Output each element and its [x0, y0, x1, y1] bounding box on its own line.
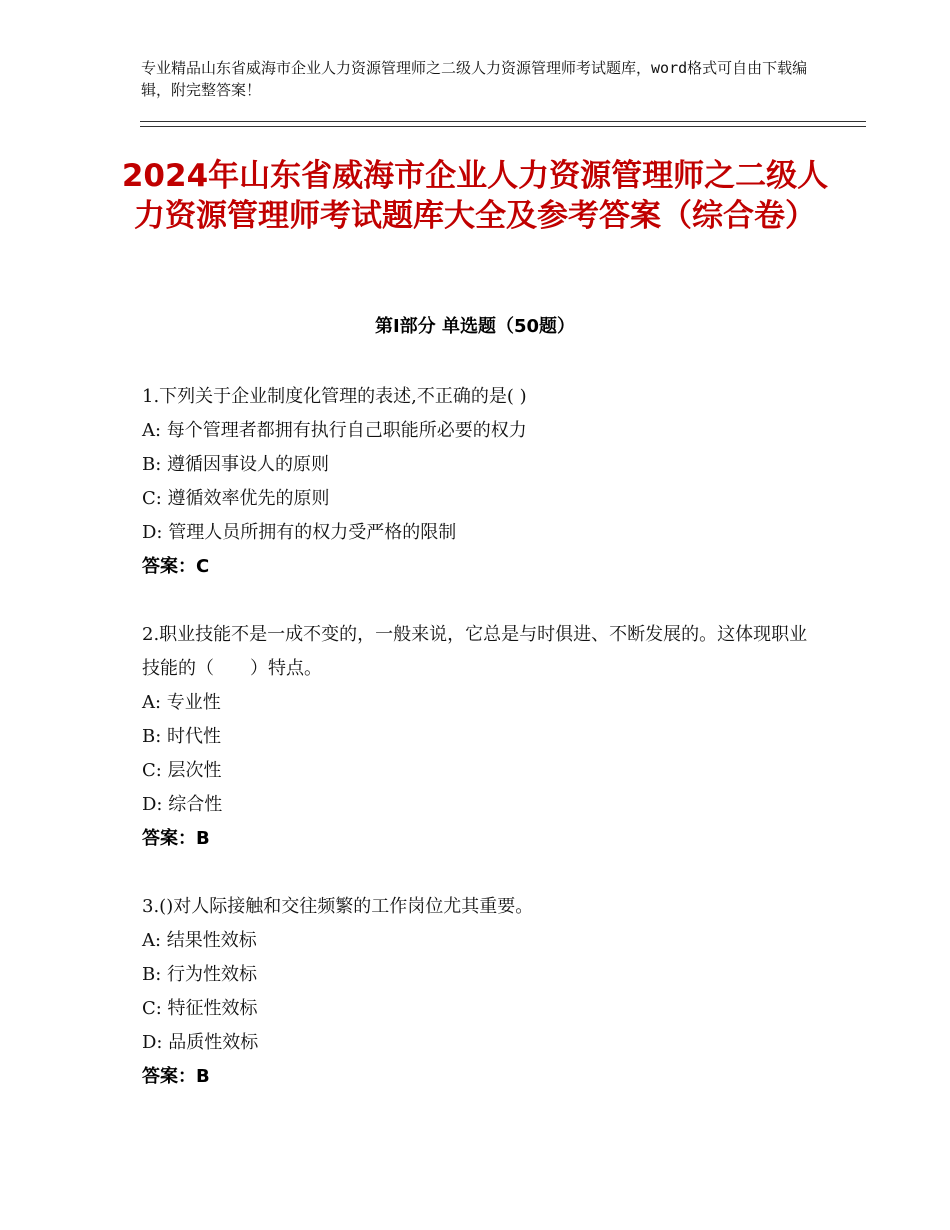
question-3 — [142, 890, 822, 1094]
option-a: A: 结果性效标 — [142, 930, 257, 951]
question-2 — [142, 618, 822, 856]
option-d: D: 综合性 — [142, 794, 223, 815]
option-c: C: 特征性效标 — [142, 998, 258, 1019]
question-1 — [142, 380, 822, 584]
question-stem: 1.下列关于企业制度化管理的表述,不正确的是( ) — [142, 386, 527, 407]
question-stem: 3.()对人际接触和交往频繁的工作岗位尤其重要。 — [142, 896, 534, 917]
option-b: B: 行为性效标 — [142, 964, 258, 985]
question-list — [142, 380, 822, 1128]
option-a: A: 专业性 — [142, 692, 221, 713]
option-b: B: 时代性 — [142, 726, 222, 747]
option-a: A: 每个管理者都拥有执行自己职能所必要的权力 — [142, 420, 527, 441]
answer-line: 答案：C — [142, 556, 210, 577]
option-d: D: 品质性效标 — [142, 1032, 259, 1053]
option-d: D: 管理人员所拥有的权力受严格的限制 — [142, 522, 457, 543]
option-c: C: 层次性 — [142, 760, 222, 781]
answer-line: 答案：B — [142, 828, 210, 849]
question-stem: 2.职业技能不是一成不变的，一般来说，它总是与时俱进、不断发展的。这体现职业技能的（ ）特点。 — [142, 624, 808, 679]
option-b: B: 遵循因事设人的原则 — [142, 454, 330, 475]
answer-line: 答案：B — [142, 1066, 210, 1087]
document-title: 2024年山东省威海市企业人力资源管理师之二级人力资源管理师考试题库大全及参考答案（综合卷） — [121, 158, 829, 234]
header-note: 专业精品山东省威海市企业人力资源管理师之二级人力资源管理师考试题库，word格式可自由下载编辑，附完整答案！ — [141, 59, 808, 99]
option-c: C: 遵循效率优先的原则 — [142, 488, 330, 509]
section-title: 第Ⅰ部分 单选题（50题） — [374, 316, 575, 337]
header-divider — [140, 121, 866, 127]
